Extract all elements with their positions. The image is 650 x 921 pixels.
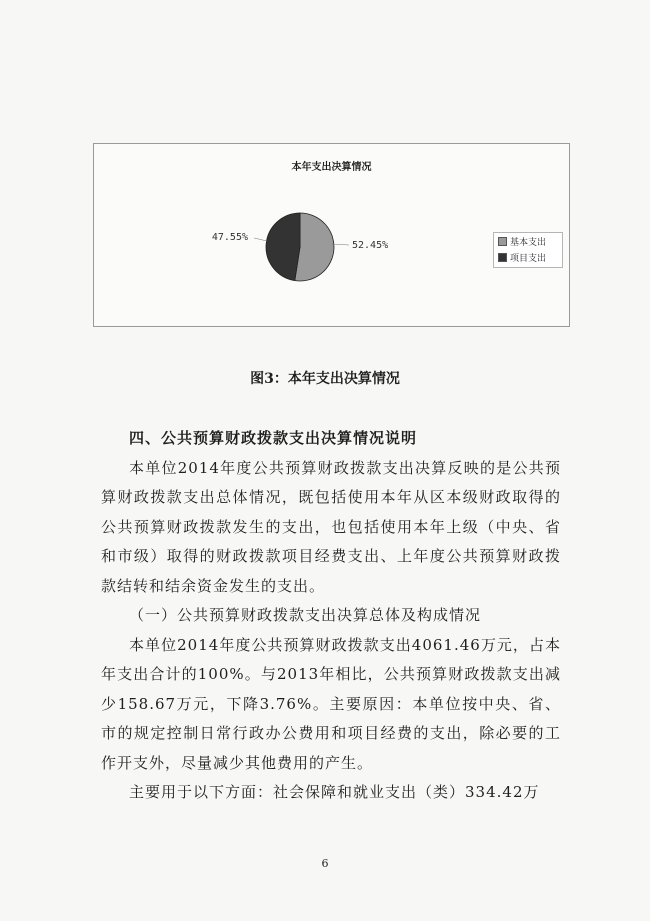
leader-line xyxy=(332,244,349,245)
legend-swatch xyxy=(498,237,507,246)
paragraph: 本单位2014年度公共预算财政拨款支出4061.46万元，占本年支出合计的100%。与2013年相比，公共预算财政拨款支出减少158.67万元，下降3.76%。主要原因：本单位按中央、省、市的规定控制日常行政办公费用和项目经费的支出，除必要的工作开支外，尽量减少其他费用的产生。 xyxy=(101,635,561,772)
section-heading: 四、公共预算财政拨款支出决算情况说明 xyxy=(129,429,418,447)
legend-item-project xyxy=(494,250,562,265)
legend-swatch xyxy=(498,253,507,262)
legend-item-basic xyxy=(494,234,562,249)
leader-line xyxy=(254,238,267,241)
data-label: 52.45% xyxy=(352,240,389,251)
chart-title: 本年支出决算情况 xyxy=(291,162,372,173)
pie-slice-basic xyxy=(295,213,334,281)
paragraph: 主要用于以下方面：社会保障和就业支出（类）334.42万 xyxy=(129,783,540,801)
paragraph: 本单位2014年度公共预算财政拨款支出决算反映的是公共预算财政拨款支出总体情况，既包括使用本年从区本级财政取得的公共预算财政拨款发生的支出，也包括使用本年上级（中央、省和市级）取得的财政拨款项目经费支出、上年度公共预算财政拨款结转和结余资金发生的支出。 xyxy=(101,458,561,595)
page-number: 6 xyxy=(321,857,329,870)
body-text xyxy=(101,424,561,808)
pie-chart xyxy=(93,143,570,327)
figure-caption: 图3：本年支出决算情况 xyxy=(250,371,400,387)
legend-label: 项目支出 xyxy=(510,254,547,264)
legend-label: 基本支出 xyxy=(510,238,547,248)
pie-slice-project xyxy=(266,213,300,281)
chart-legend xyxy=(493,232,563,268)
data-label: 47.55% xyxy=(211,232,248,243)
subsection-heading: （一）公共预算财政拨款支出决算总体及构成情况 xyxy=(129,606,482,624)
